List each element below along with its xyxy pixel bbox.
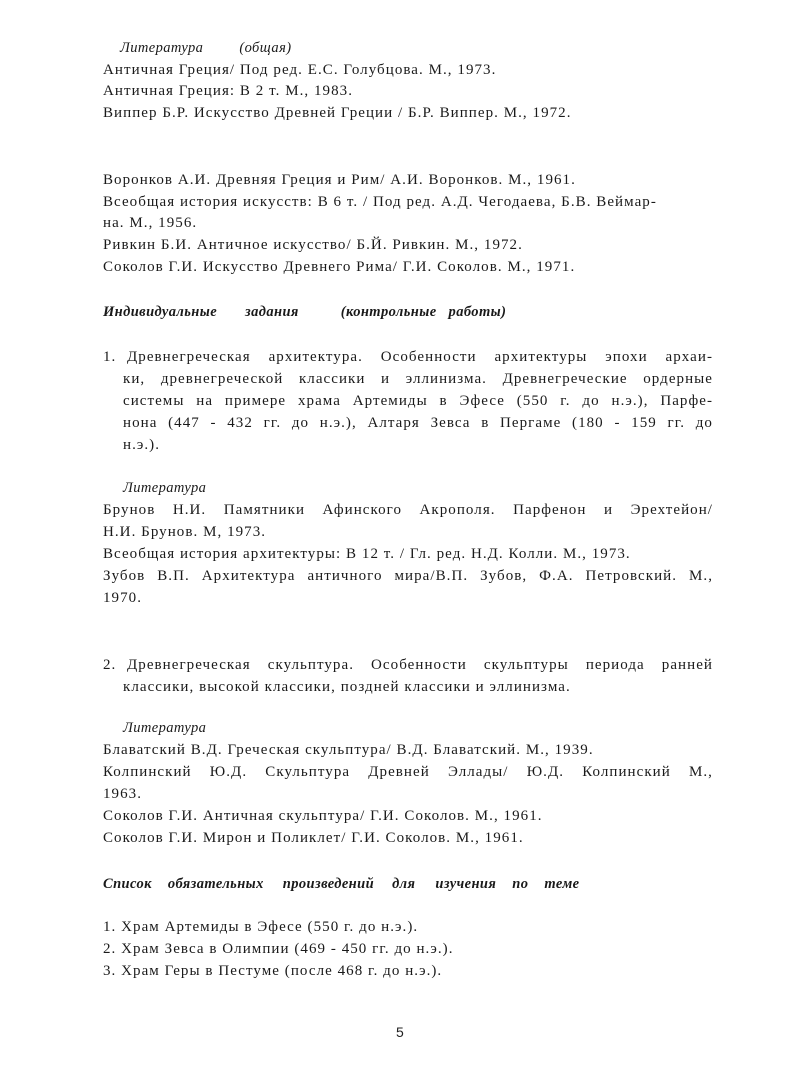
bib-entry: Зубов В.П. Архитектура античного мира/В.П. Зубов, Ф.А. Петровский. М., (103, 568, 713, 584)
task-text: нона (447 - 432 гг. до н.э.), Алтаря Зевса в Пергаме (180 - 159 гг. до (123, 415, 713, 431)
bib-entry: Античная Греция/ Под ред. Е.С. Голубцова. М., 1973. (103, 62, 497, 78)
bib-entry: Колпинский Ю.Д. Скульптура Древней Эллады/ Ю.Д. Колпинский М., (103, 764, 713, 780)
heading-word: Литература (120, 40, 204, 56)
bib-entry: 1963. (103, 786, 142, 802)
heading-word: Индивидуальные (103, 304, 218, 320)
bib-entry: Соколов Г.И. Мирон и Поликлет/ Г.И. Соколов. М., 1961. (103, 830, 524, 846)
bib-entry: Виппер Б.Р. Искусство Древней Греции / Б.Р. Виппер. М., 1972. (103, 105, 572, 121)
heading-word: (общая) (239, 40, 292, 56)
bib-entry: Соколов Г.И. Искусство Древнего Рима/ Г.И. Соколов. М., 1971. (103, 259, 576, 275)
list-number: 1. (103, 349, 117, 365)
task-text: Древнегреческая архитектура. Особенности архитектуры эпохи архаи- (127, 349, 713, 365)
bib-entry: Соколов Г.И. Античная скульптура/ Г.И. Соколов. М., 1961. (103, 808, 543, 824)
page-number: 5 (396, 1024, 404, 1040)
task-text: системы на примере храма Артемиды в Эфесе (550 г. до н.э.), Парфе- (123, 393, 713, 409)
heading-literature: Литература (123, 480, 207, 496)
heading-word: изучения (435, 876, 497, 892)
bib-entry: Всеобщая история искусств: В 6 т. / Под ред. А.Д. Чегодаева, Б.В. Веймар- (103, 194, 657, 210)
bib-entry: Воронков А.И. Древняя Греция и Рим/ А.И. Воронков. М., 1961. (103, 172, 576, 188)
heading-word: задания (245, 304, 299, 320)
bib-entry: Античная Греция: В 2 т. М., 1983. (103, 83, 353, 99)
heading-word: Список (103, 876, 152, 892)
bib-entry: Блаватский В.Д. Греческая скульптура/ В.Д. Блаватский. М., 1939. (103, 742, 594, 758)
work-item: 1. Храм Артемиды в Эфесе (550 г. до н.э.). (103, 919, 419, 935)
bib-entry: Н.И. Брунов. М, 1973. (103, 524, 267, 540)
task-text: классики, высокой классики, поздней классики и эллинизма. (123, 679, 571, 695)
heading-word: для (392, 876, 416, 892)
heading-individual-tasks (103, 302, 506, 322)
bib-entry: 1970. (103, 590, 142, 606)
bib-entry: Брунов Н.И. Памятники Афинского Акрополя. Парфенон и Эрехтейон/ (103, 502, 713, 518)
heading-required-works (103, 874, 580, 894)
work-item: 2. Храм Зевса в Олимпии (469 - 450 гг. до н.э.). (103, 941, 454, 957)
bib-entry: на. М., 1956. (103, 215, 198, 231)
heading-word: теме (544, 876, 580, 892)
list-number: 2. (103, 657, 117, 673)
bib-entry: Всеобщая история архитектуры: В 12 т. / Гл. ред. Н.Д. Колли. М., 1973. (103, 546, 631, 562)
bib-entry: Ривкин Б.И. Античное искусство/ Б.Й. Ривкин. М., 1972. (103, 237, 523, 253)
heading-literature: Литература (123, 720, 207, 736)
work-item: 3. Храм Геры в Пестуме (после 468 г. до н.э.). (103, 963, 443, 979)
heading-word: обязательных (167, 876, 264, 892)
heading-word: работы) (448, 304, 507, 320)
heading-word: (контрольные (340, 304, 437, 320)
task-text: н.э.). (123, 437, 161, 453)
heading-literature-general (120, 38, 291, 58)
task-text: ки, древнегреческой классики и эллинизма. Древнегреческие ордерные (123, 371, 713, 387)
heading-word: по (512, 876, 529, 892)
task-text: Древнегреческая скульптура. Особенности скульптуры периода ранней (127, 657, 713, 673)
heading-word: произведений (282, 876, 375, 892)
